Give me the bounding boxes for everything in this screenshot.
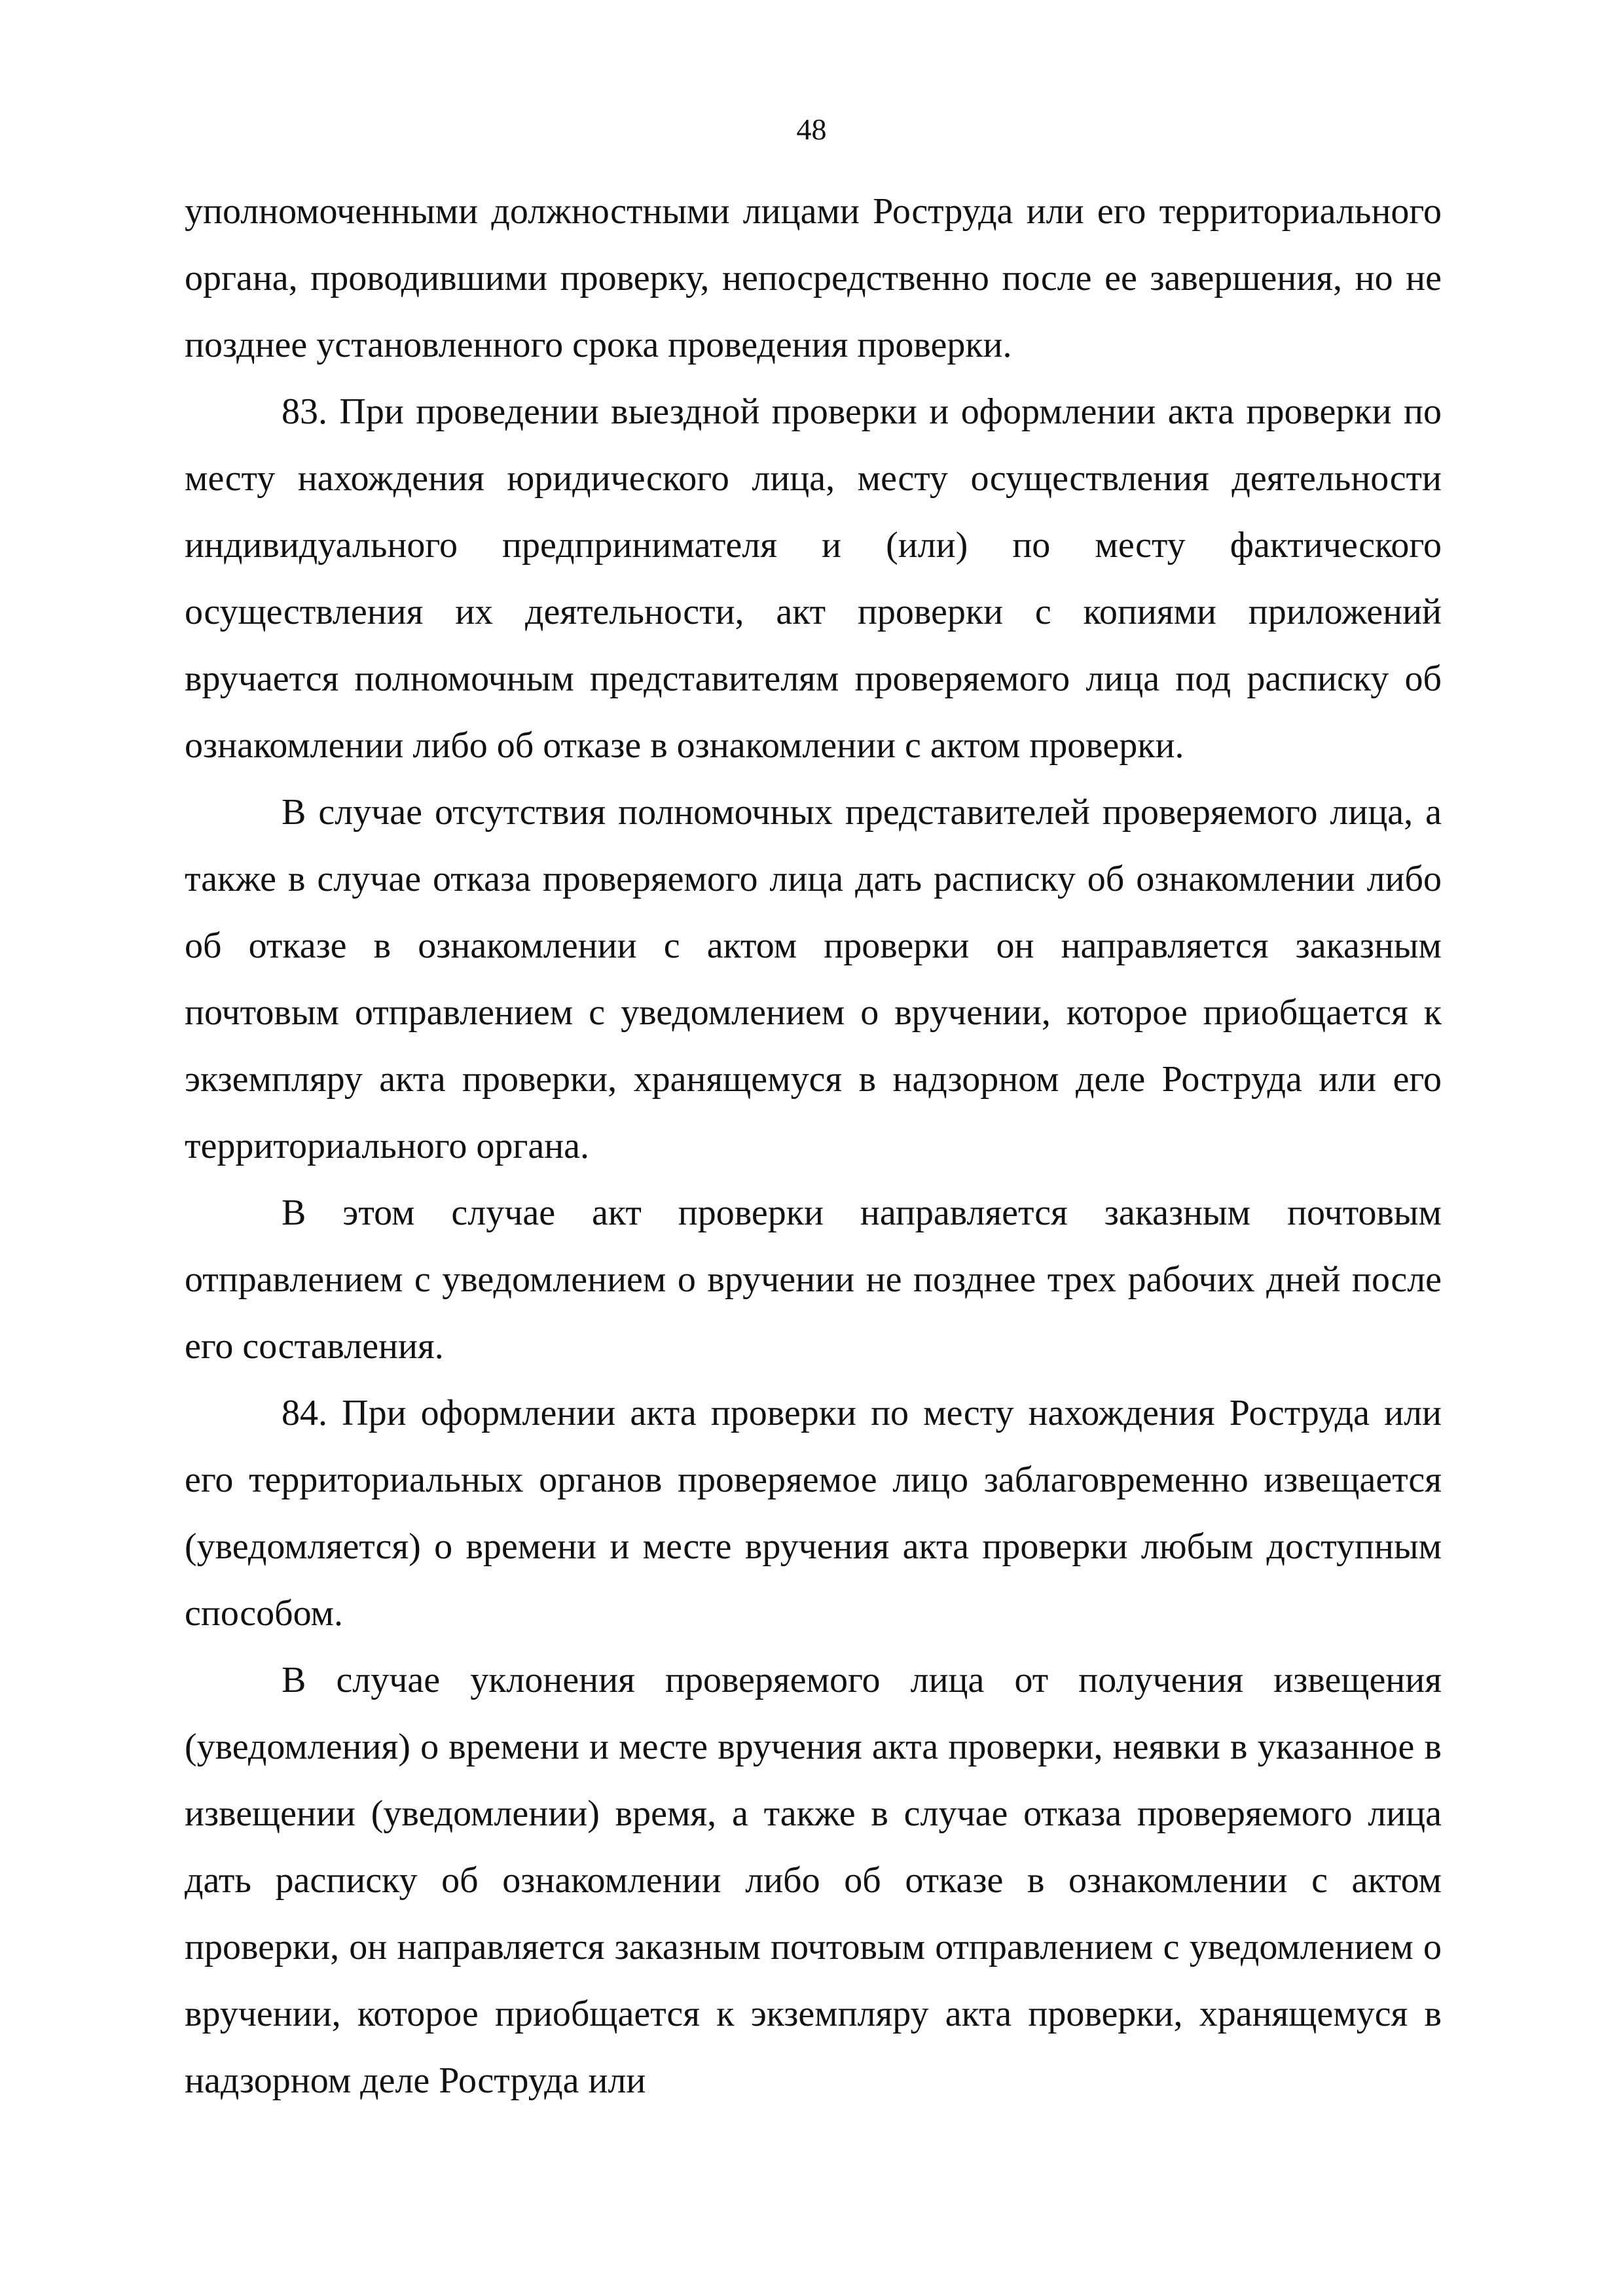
page-number: 48 bbox=[796, 113, 827, 146]
paragraph-mailing-deadline: В этом случае акт проверки направляется заказным почтовым отправлением с уведомлением о вручении не позднее трех рабочих дней после его составления. bbox=[185, 1193, 1442, 1367]
body-text bbox=[185, 178, 1442, 2114]
paragraph-evasion-case: В случае уклонения проверяемого лица от получения извещения (уведомления) о времени и месте вручения акта проверки, неявки в указанное в извещении (уведомлении) время, а также в случае отказа проверяемого лица дать расписку об ознакомлении либо об отказе в ознакомлении с актом проверки, он направляется заказным почтовым отправлением с уведомлением о вручении, которое приобщается к экземпляру акта проверки, хранящемуся в надзорном деле Роструда или bbox=[185, 1660, 1442, 2101]
paragraph-continuation: уполномоченными должностными лицами Роструда или его территориального органа, проводившими проверку, непосредственно после ее завершения, но не позднее установленного срока проведения проверки. bbox=[185, 191, 1442, 365]
paragraph-absence-case: В случае отсутствия полномочных представителей проверяемого лица, а также в случае отказа проверяемого лица дать расписку об ознакомлении либо об отказе в ознакомлении с актом проверки он направляется заказным почтовым отправлением с уведомлением о вручении, которое приобщается к экземпляру акта проверки, хранящемуся в надзорном деле Роструда или его территориального органа. bbox=[185, 792, 1442, 1166]
paragraph-84: 84. При оформлении акта проверки по месту нахождения Роструда или его территориальных органов проверяемое лицо заблаговременно извещается (уведомляется) о времени и месте вручения акта проверки любым доступным способом. bbox=[185, 1393, 1442, 1634]
paragraph-83: 83. При проведении выездной проверки и оформлении акта проверки по месту нахождения юридического лица, месту осуществления деятельности индивидуального предпринимателя и (или) по месту фактического осуществления их деятельности, акт проверки с копиями приложений вручается полномочным представителям проверяемого лица под расписку об ознакомлении либо об отказе в ознакомлении с актом проверки. bbox=[185, 391, 1442, 766]
